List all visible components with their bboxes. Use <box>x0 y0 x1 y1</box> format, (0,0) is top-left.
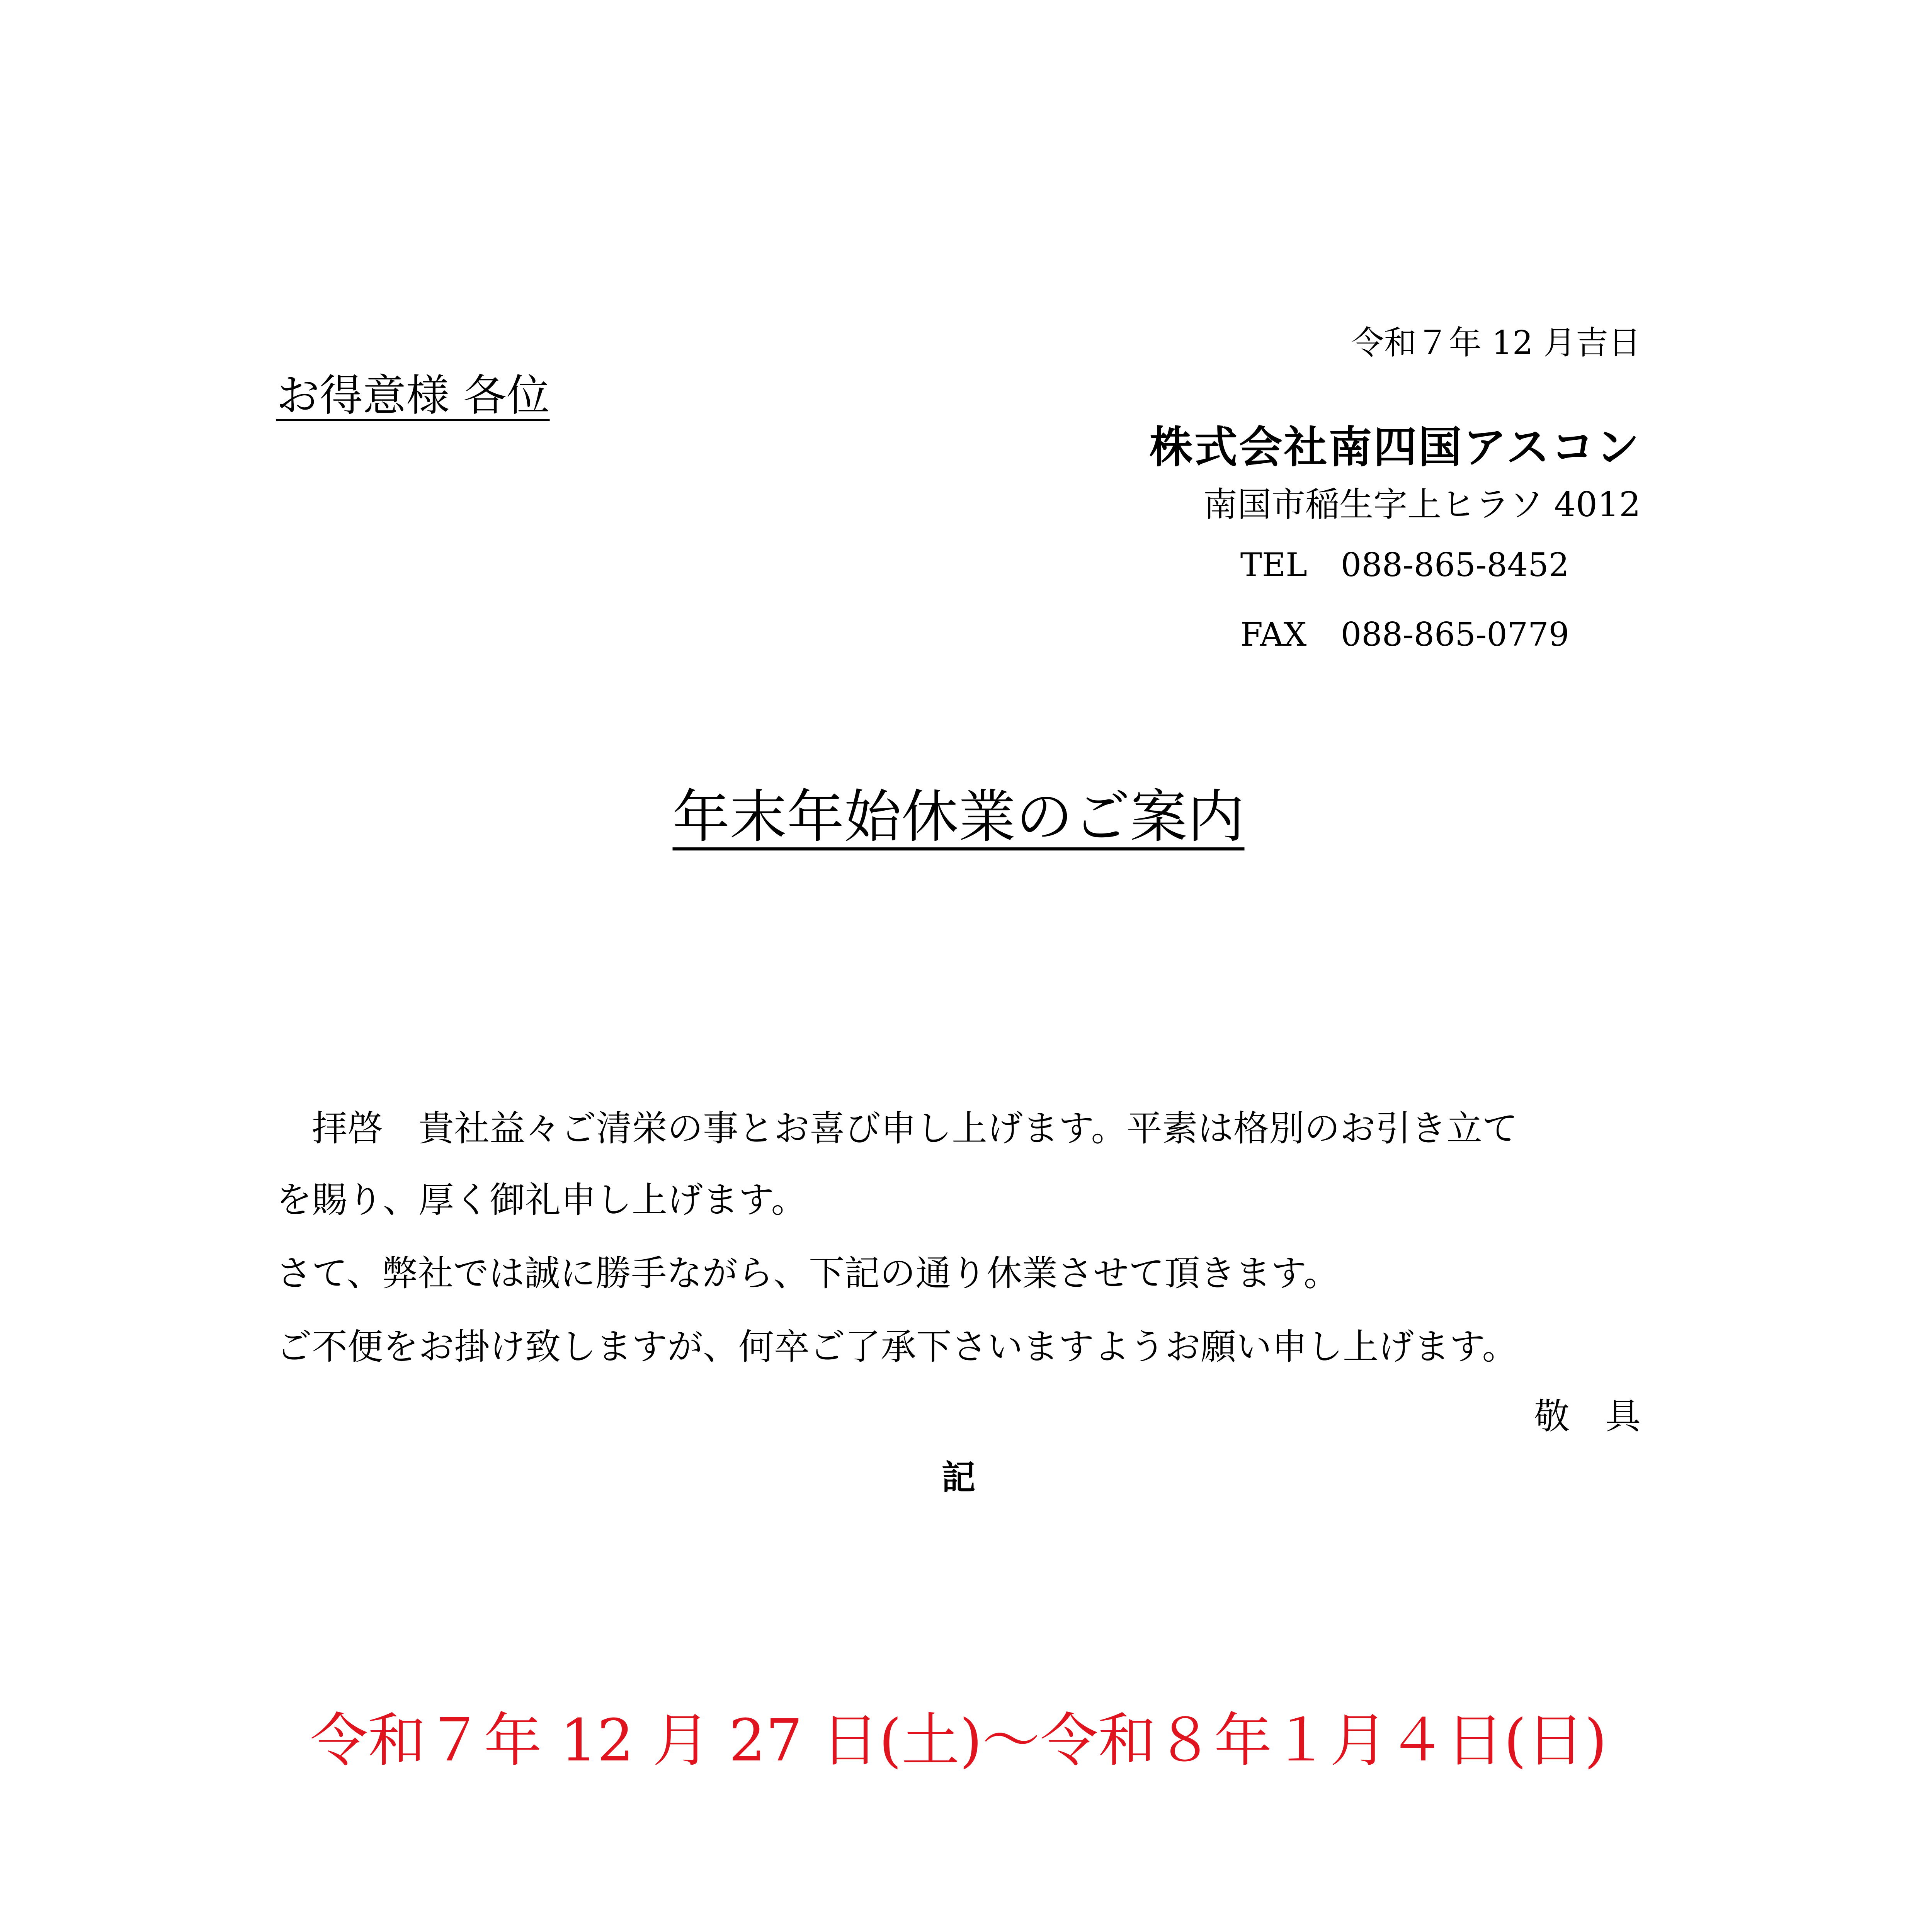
sender-tel <box>1240 546 1569 584</box>
fax-number: 088-865-0779 <box>1340 616 1569 653</box>
document-title-text: 年末年始休業のご案内 <box>672 784 1245 850</box>
closing-keigu: 敬具 <box>1534 1396 1676 1437</box>
sender-address: 南国市稲生字上ヒラソ 4012 <box>1203 485 1641 524</box>
body-line-4: ご不便をお掛け致しますが、何卒ご了承下さいますようお願い申し上げます。 <box>276 1326 1518 1367</box>
tel-number: 088-865-8452 <box>1340 546 1569 584</box>
document-title <box>0 784 1917 850</box>
ki-heading: 記 <box>941 1458 976 1497</box>
sender-company-name: 株式会社南四国アスコン <box>1149 422 1641 473</box>
body-line-1: 拝啓 貴社益々ご清栄の事とお喜び申し上げます。平素は格別のお引き立て <box>276 1108 1518 1149</box>
body-line-3: さて、弊社では誠に勝手ながら、下記の通り休業させて頂きます。 <box>276 1253 1339 1294</box>
document-date: 令和７年 12 月吉日 <box>1351 324 1641 362</box>
recipient-line: お得意様 各位 <box>276 371 550 421</box>
fax-label: FAX <box>1240 616 1307 653</box>
tel-label: TEL <box>1240 546 1307 584</box>
body-line-2: を賜り、厚く御礼申し上げます。 <box>276 1179 807 1221</box>
sender-fax <box>1240 618 1569 651</box>
holiday-period: 令和７年 12 月 27 日(土)～令和８年１月４日(日) <box>310 1707 1607 1774</box>
